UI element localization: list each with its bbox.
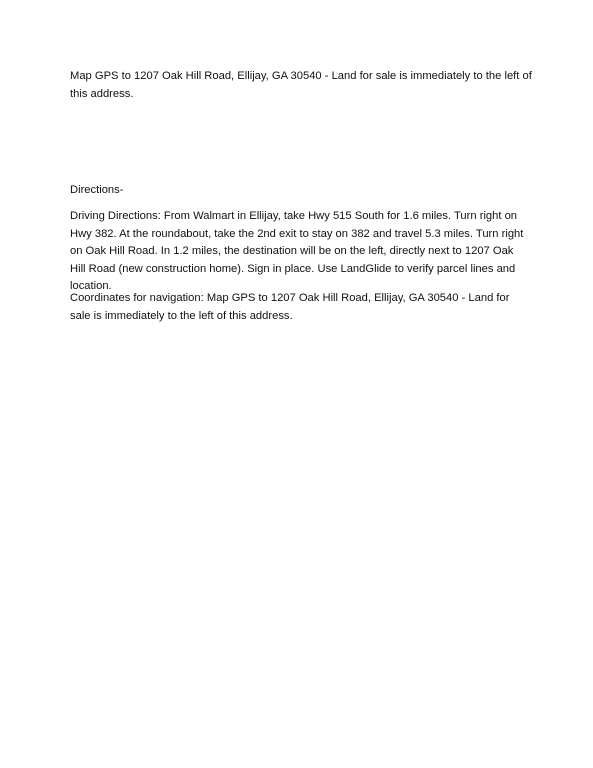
navigation-coordinates-paragraph: Coordinates for navigation: Map GPS to 1207 Oak Hill Road, Ellijay, GA 30540 - Land for sale is immediately to the left of this address. <box>70 292 510 322</box>
directions-heading: Directions- <box>70 184 124 196</box>
driving-directions-paragraph: Driving Directions: From Walmart in Ellijay, take Hwy 515 South for 1.6 miles. Turn right on Hwy 382. At the roundabout, take the 2nd exit to stay on 382 and travel 5.3 miles. Turn right on Oak Hill Road. In 1.2 miles, the destination will be on the left, directly next to 1207 Oak Hill Road (new construction home). Sign in place. Use LandGlide to verify parcel lines and location. <box>70 210 524 292</box>
gps-address-paragraph: Map GPS to 1207 Oak Hill Road, Ellijay, GA 30540 - Land for sale is immediately to the left of this address. <box>70 70 532 100</box>
